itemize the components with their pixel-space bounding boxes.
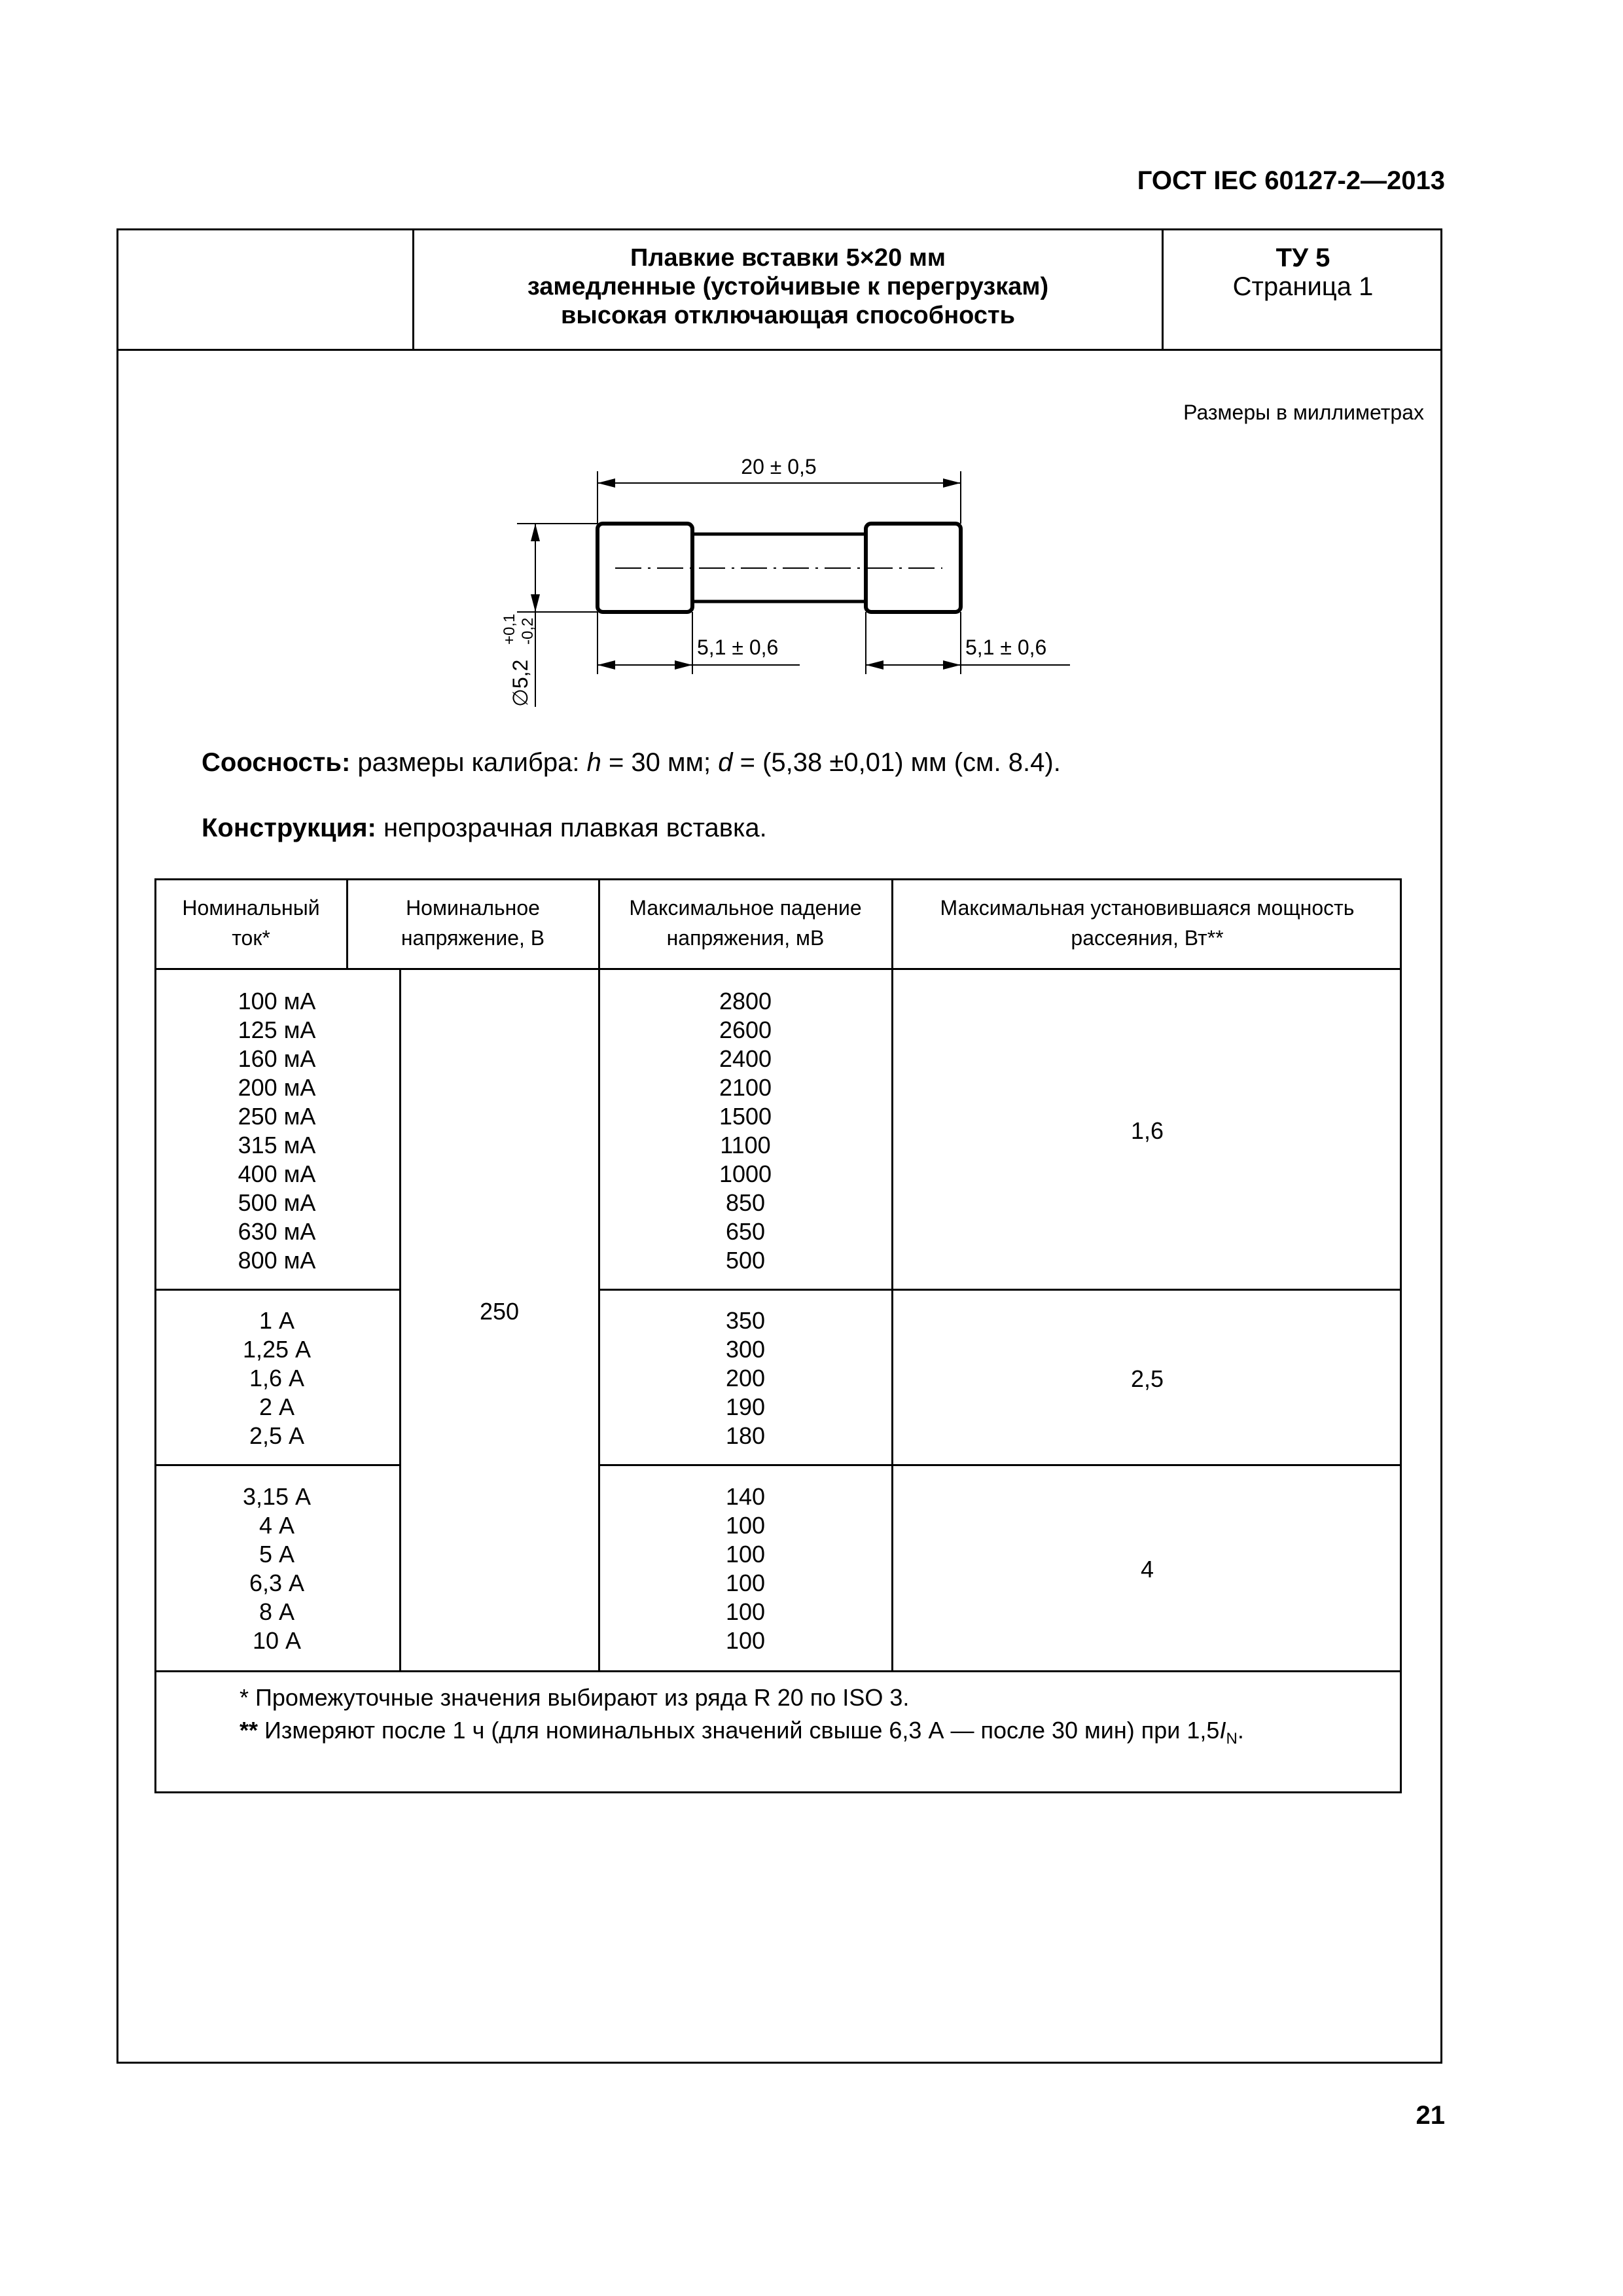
current-value: 1,25 А [242,1336,312,1363]
coaxiality-paragraph [202,748,1061,778]
header-max-voltage-drop-line-2: напряжения, мВ [666,926,825,950]
drop-value: 2100 [719,1074,772,1101]
drop-value: 140 [725,1483,766,1510]
sheet-title-line-3: высокая отключающая способность [561,302,1015,329]
drop-value: 100 [725,1570,766,1596]
drop-value: 300 [725,1336,766,1363]
cap-right-dimension-label: 5,1 ± 0,6 [965,636,1047,659]
sheet-code: ТУ 5 [1275,243,1330,272]
rated-voltage-value: 250 [479,1298,520,1325]
sheet-title-line-1: Плавкие вставки 5×20 мм [630,244,946,272]
page-number: 21 [1416,2101,1445,2130]
table-group-divider-1a [154,1289,399,1291]
current-value: 2 А [259,1393,295,1420]
current-value: 200 мА [238,1074,316,1101]
drop-value: 2400 [719,1045,772,1072]
current-value: 3,15 А [242,1483,312,1510]
header-divider [116,349,1442,351]
header-rated-current [154,893,348,953]
drop-list-group-3 [599,1482,891,1655]
header-max-voltage-drop [599,893,891,953]
drop-value: 1500 [719,1103,772,1130]
header-rated-voltage [348,893,598,953]
current-value: 630 мА [238,1218,316,1245]
coaxiality-h: h [586,748,601,777]
note-2-end: . [1237,1717,1244,1744]
current-value: 10 А [252,1627,302,1654]
drop-value: 190 [725,1393,766,1420]
power-value-group-2: 2,5 [1130,1365,1164,1392]
current-value: 2,5 А [249,1422,305,1449]
drop-list-group-1 [599,987,891,1275]
sheet-title [414,243,1162,330]
sheet-page: Страница 1 [1232,272,1374,301]
note-2-mark: ** [240,1717,259,1744]
current-value: 1,6 А [249,1365,305,1391]
drop-value: 180 [725,1422,766,1449]
standard-code: ГОСТ IEC 60127-2—2013 [1137,166,1445,195]
note-1-text: Промежуточные значения выбирают из ряда R 20 по ISO 3. [249,1684,910,1711]
current-value: 400 мА [238,1160,316,1187]
current-value: 125 мА [238,1016,316,1043]
current-list-group-3 [154,1482,399,1655]
note-2-sub: N [1226,1730,1238,1748]
coaxiality-d: d [718,748,733,777]
table-group-divider-2a [154,1464,399,1466]
units-note: Размеры в миллиметрах [1183,401,1424,424]
length-dimension-label: 20 ± 0,5 [741,455,817,478]
construction-text: непрозрачная плавкая вставка. [376,814,767,842]
header-max-power [893,893,1402,953]
current-list-group-2 [154,1306,399,1450]
sheet-reference [1164,243,1442,301]
current-value: 100 мА [238,988,316,1014]
header-rated-voltage-line-1: Номинальное [406,896,540,920]
table-group-divider-1b [598,1289,1402,1291]
header-rated-voltage-line-2: напряжение, В [401,926,545,950]
drop-value: 200 [725,1365,766,1391]
table-col-3 [891,878,893,1672]
drop-value: 350 [725,1307,766,1334]
note-1-mark: * [240,1684,249,1711]
drop-value: 650 [725,1218,766,1245]
drop-list-group-2 [599,1306,891,1450]
current-value: 5 А [259,1541,295,1568]
current-list-group-1 [154,987,399,1275]
header-rated-current-line-1: Номинальный [182,896,320,920]
coaxiality-label: Соосность: [202,748,351,777]
drop-value: 1000 [719,1160,772,1187]
drop-value: 100 [725,1541,766,1568]
coaxiality-text-1: размеры калибра: [350,748,587,777]
diameter-tol-plus: +0,1 [501,613,518,645]
construction-paragraph [202,814,767,843]
cap-left-dimension-label: 5,1 ± 0,6 [697,636,779,659]
current-value: 8 А [259,1598,295,1625]
note-2-text: Измеряют после 1 ч (для номинальных значений свыше 6,3 А — после 30 мин) при 1,5 [258,1717,1220,1744]
current-value: 315 мА [238,1132,316,1158]
drop-value: 2800 [719,988,772,1014]
drop-value: 2600 [719,1016,772,1043]
header-max-power-line-1: Максимальная установившаяся мощность [940,896,1355,920]
header-max-voltage-drop-line-1: Максимальное падение [629,896,862,920]
construction-label: Конструкция: [202,814,376,842]
drop-value: 100 [725,1512,766,1539]
drop-value: 100 [725,1627,766,1654]
drop-value: 500 [725,1247,766,1274]
header-max-power-line-2: рассеяния, Вт** [1071,926,1224,950]
note-2-var: I [1219,1717,1226,1744]
coaxiality-text-3: = (5,38 ±0,01) мм (см. 8.4). [732,748,1061,777]
current-value: 1 А [259,1307,295,1334]
header-rated-current-line-2: ток* [232,926,270,950]
current-value: 500 мА [238,1189,316,1216]
power-value-group-1: 1,6 [1130,1117,1164,1144]
current-value: 160 мА [238,1045,316,1072]
drop-value: 1100 [720,1132,771,1158]
sheet-title-line-2: замедленные (устойчивые к перегрузкам) [527,273,1049,300]
current-value: 4 А [259,1512,295,1539]
current-value: 250 мА [238,1103,316,1130]
drop-value: 850 [725,1189,766,1216]
table-note-1 [240,1684,909,1712]
drop-value: 100 [725,1598,766,1625]
table-header-divider [154,968,1402,970]
current-value: 6,3 А [249,1570,305,1596]
diameter-tol-minus: -0,2 [519,617,537,645]
fuse-link-drawing [458,445,1113,720]
current-value: 800 мА [238,1247,316,1274]
table-notes-divider [154,1670,1402,1672]
coaxiality-text-2: = 30 мм; [601,748,719,777]
diameter-dimension-label: ∅5,2 [508,659,532,707]
table-group-divider-2b [598,1464,1402,1466]
table-note-2 [240,1717,1244,1748]
power-value-group-3: 4 [1140,1556,1154,1583]
